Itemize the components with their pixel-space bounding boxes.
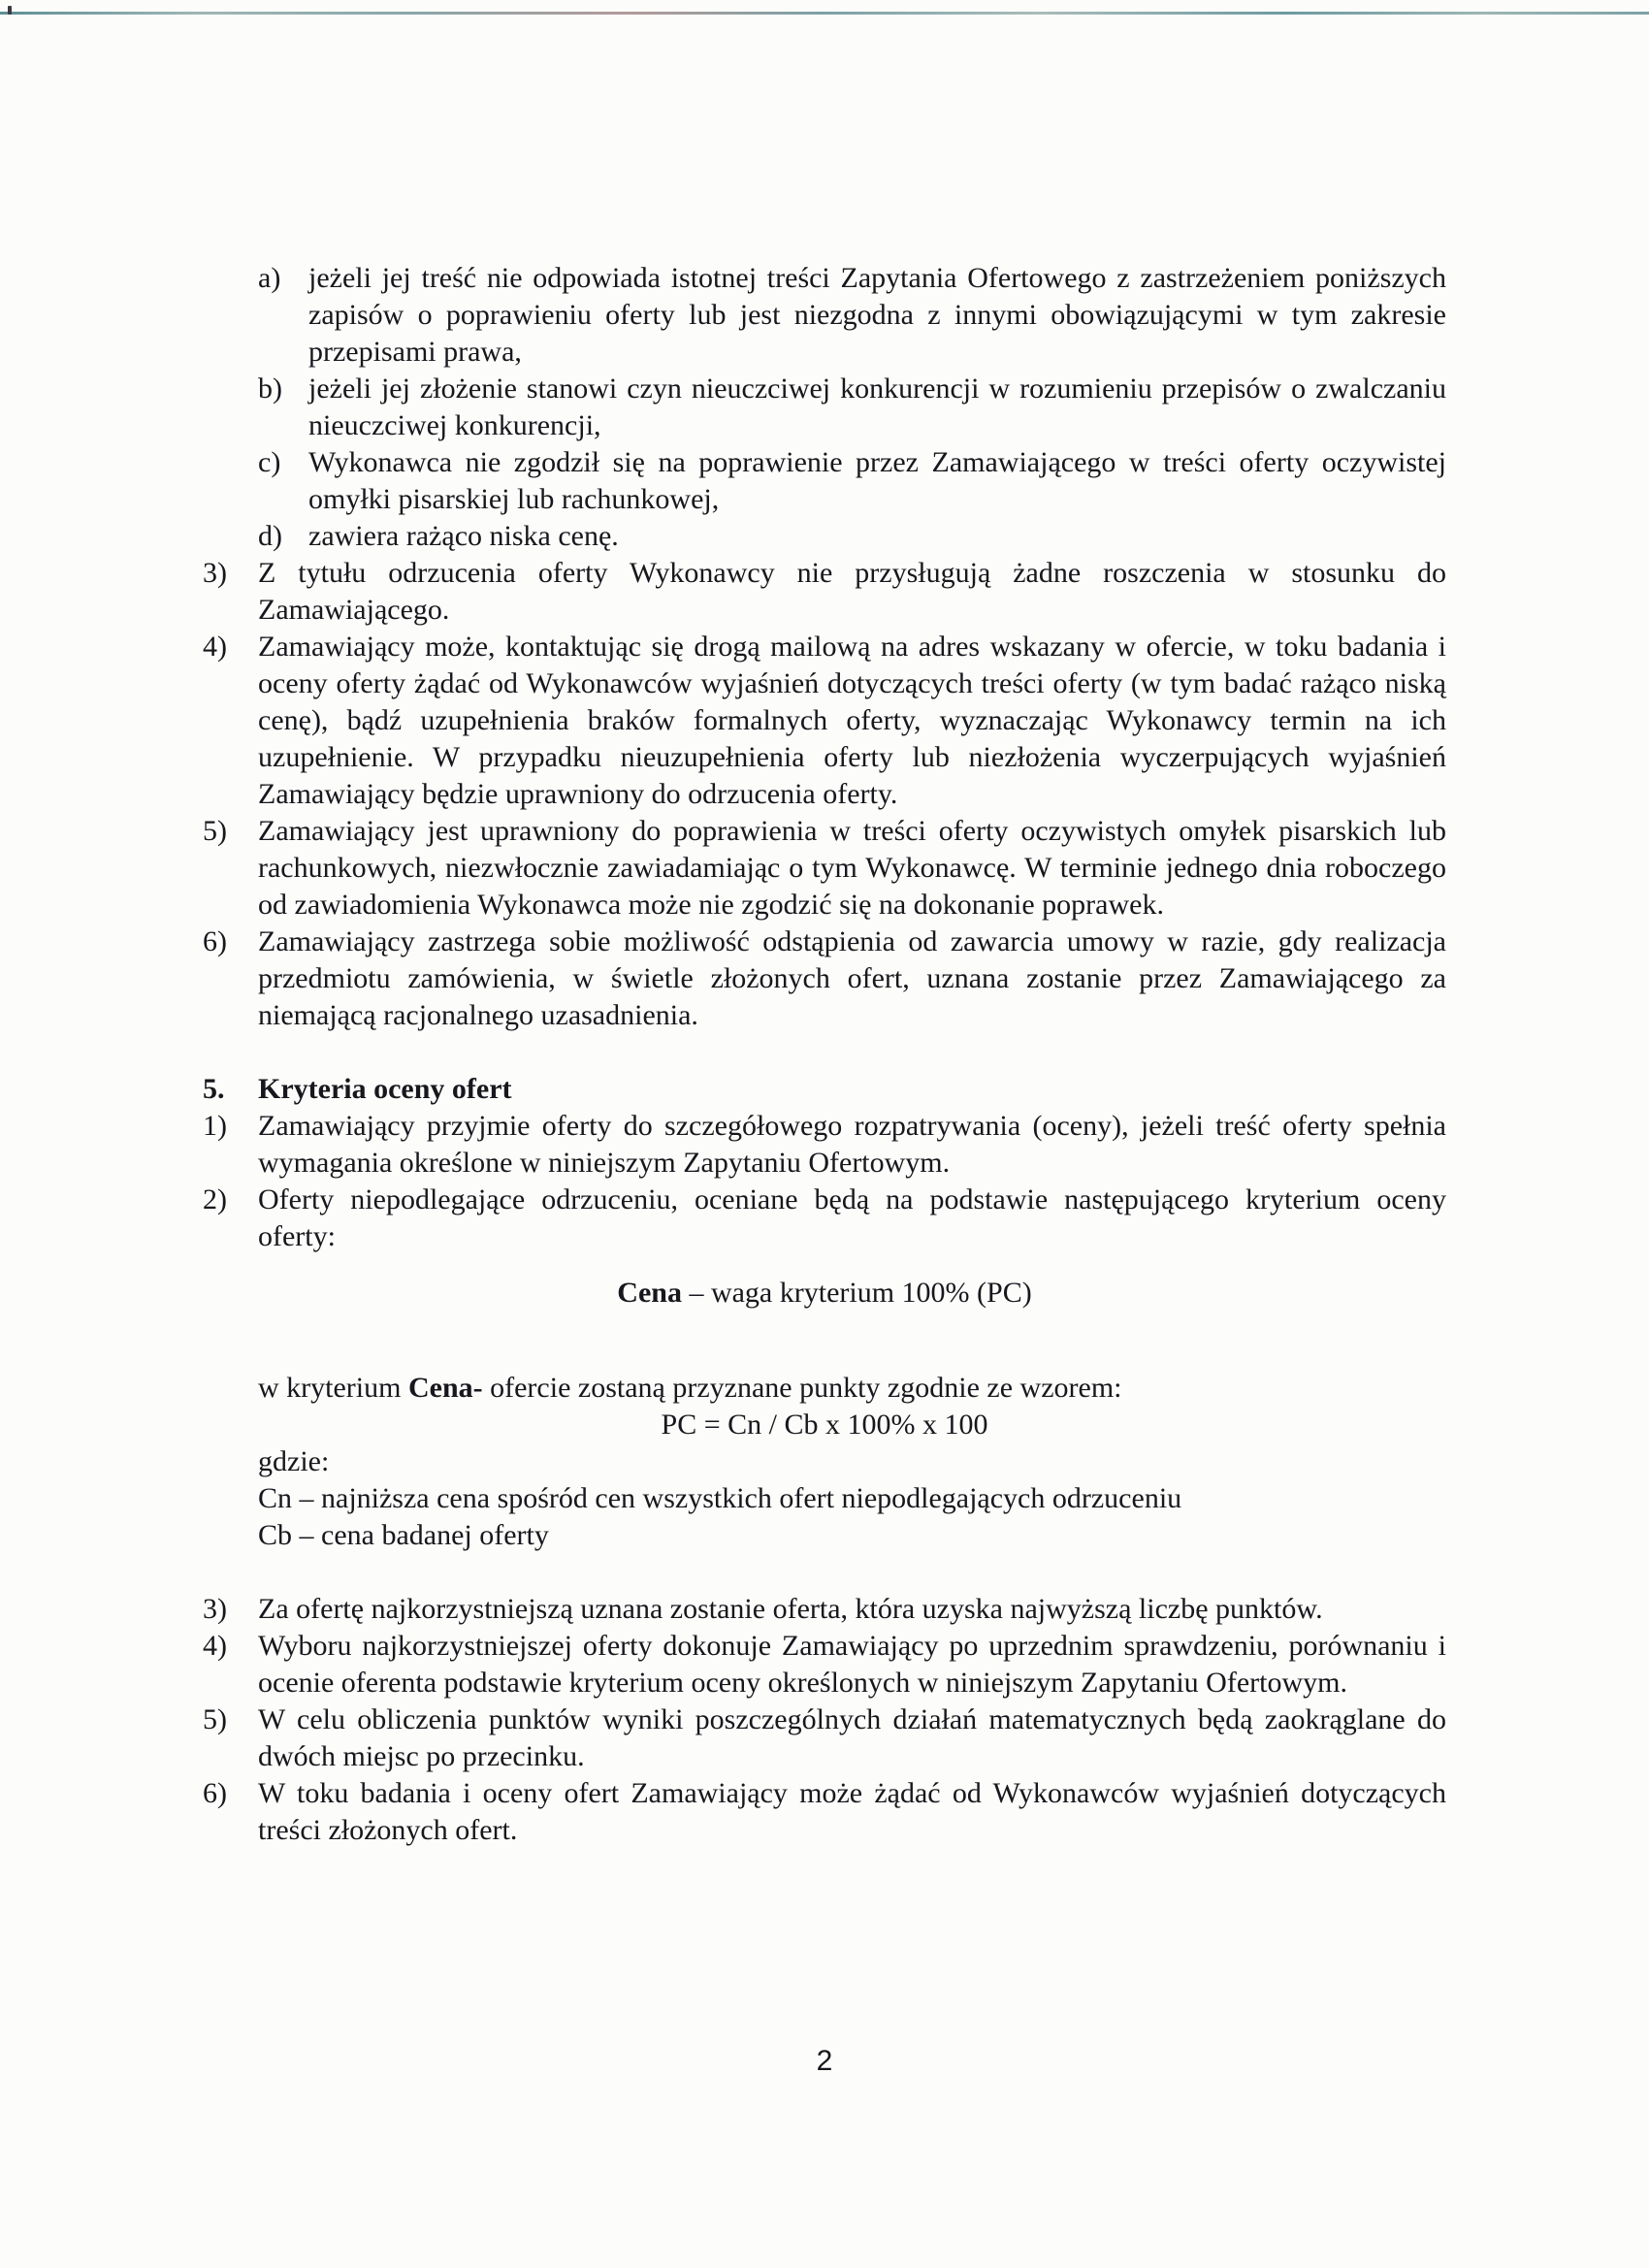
section-title: Kryteria oceny ofert [258,1073,512,1105]
list-item-text: Zamawiający zastrzega sobie możliwość odstąpienia od zawarcia umowy w razie, gdy realizacja przedmiotu zamówienia, w świetle złożonych ofert, uznana zostanie przez Zamawiającego za niemającą racjonalnego uzasadnienia. [258,925,1446,1031]
section-list-a [203,1108,1446,1255]
list-item-label: 3) [203,1593,227,1625]
list-item-s6 [203,1775,1446,1849]
list-item-text: W celu obliczenia punktów wyniki poszczególnych działań matematycznych będą zaokrąglane do dwóch miejsc po przecinku. [258,1703,1446,1772]
definition-cb: Cb – cena badanej oferty [258,1519,549,1551]
document-body [203,260,1446,1849]
section-heading [203,1071,1446,1108]
where-label: gdzie: [258,1445,330,1477]
section-list-b [203,1591,1446,1849]
list-item-6 [203,923,1446,1034]
list-item-s5 [203,1701,1446,1775]
score-formula: PC = Cn / Cb x 100% x 100 [661,1409,988,1441]
list-item-label: a) [258,262,281,294]
list-item-label: 4) [203,631,227,663]
list-item-label: 3) [203,557,227,589]
list-item-text: Wyboru najkorzystniejszej oferty dokonuje Zamawiający po uprzednim sprawdzeniu, porównaniu i ocenie oferenta podstawie kryterium oceny określonych w niniejszym Zapytaniu Ofertowym. [258,1630,1446,1699]
definition-cn: Cn – najniższa cena spośród cen wszystkich ofert niepodlegających odrzuceniu [258,1482,1182,1514]
list-item-text: Zamawiający jest uprawniony do poprawienia w treści oferty oczywistych omyłek pisarskich lub rachunkowych, niezwłocznie zawiadamiając o tym Wykonawcę. W terminie jednego dnia roboczego od zawiadomienia Wykonawca może nie zgodzić się na dokonanie poprawek. [258,815,1446,921]
formula-intro-rest: ofercie zostaną przyznane punkty zgodnie ze wzorem: [482,1372,1122,1404]
list-item-5 [203,813,1446,923]
list-item-d [258,518,1446,555]
section-number: 5. [203,1073,225,1105]
list-item-label: 6) [203,925,227,957]
list-item-text: Wykonawca nie zgodził się na poprawienie przez Zamawiającego w treści oferty oczywistej omyłki pisarskiej lub rachunkowej, [308,446,1446,515]
list-item-s3 [203,1591,1446,1628]
list-item-a [258,260,1446,371]
list-item-label: 5) [203,1703,227,1735]
criterion-weight: – waga kryterium 100% (PC) [681,1277,1032,1309]
list-item-text: Za ofertę najkorzystniejszą uznana zostanie oferta, która uzyska najwyższą liczbę punktów. [258,1593,1323,1625]
list-item-text: W toku badania i oceny ofert Zamawiający może żądać od Wykonawców wyjaśnień dotyczących treści złożonych ofert. [258,1777,1446,1846]
list-item-label: 2) [203,1183,227,1215]
formula-intro [203,1370,1446,1407]
list-item-b [258,371,1446,444]
list-item-text: jeżeli jej złożenie stanowi czyn nieuczciwej konkurencji w rozumieniu przepisów o zwalczaniu nieuczciwej konkurencji, [308,373,1446,441]
list-item-3 [203,555,1446,629]
page-number: 2 [816,2045,833,2077]
list-item-label: 4) [203,1630,227,1662]
numbered-list [203,555,1446,1034]
list-item-label: 6) [203,1777,227,1809]
formula-intro-prefix: w kryterium [258,1372,408,1404]
list-item-s2 [203,1182,1446,1255]
scan-artifact-top-line [0,12,1649,15]
criterion-line [203,1275,1446,1312]
formula-intro-criterion: Cena- [407,1372,483,1404]
list-item-c [258,444,1446,518]
list-item-text: Oferty niepodlegające odrzuceniu, oceniane będą na podstawie następującego kryterium oceny oferty: [258,1183,1446,1252]
list-item-text: jeżeli jej treść nie odpowiada istotnej treści Zapytania Ofertowego z zastrzeżeniem poniższych zapisów o poprawieniu oferty lub jest niezgodna z innymi obowiązującymi w tym zakresie przepisami prawa, [308,262,1446,368]
list-item-label: c) [258,446,281,478]
list-item-text: Zamawiający może, kontaktując się drogą mailową na adres wskazany w ofercie, w toku badania i oceny oferty żądać od Wykonawców wyjaśnień dotyczących treści oferty (w tym badać rażąco niską cenę), bądź uzupełnienia braków formalnych oferty, wyznaczając Wykonawcy termin na ich uzupełnienie. W przypadku nieuzupełnienia oferty lub niezłożenia wyczerpujących wyjaśnień Zamawiający będzie uprawniony do odrzucenia oferty. [258,631,1446,810]
list-item-text: Z tytułu odrzucenia oferty Wykonawcy nie przysługują żadne roszczenia w stosunku do Zamawiającego. [258,557,1446,626]
list-item-label: 1) [203,1110,227,1142]
list-item-4 [203,629,1446,813]
list-item-label: 5) [203,815,227,847]
criterion-name: Cena [617,1277,682,1309]
list-item-text: zawiera rażąco niska cenę. [308,520,619,552]
list-item-s1 [203,1108,1446,1182]
list-item-label: b) [258,373,282,405]
scan-artifact-speck [8,6,12,15]
lettered-sub-list [258,260,1446,555]
list-item-s4 [203,1628,1446,1701]
list-item-text: Zamawiający przyjmie oferty do szczegółowego rozpatrywania (oceny), jeżeli treść oferty spełnia wymagania określone w niniejszym Zapytaniu Ofertowym. [258,1110,1446,1179]
list-item-label: d) [258,520,282,552]
